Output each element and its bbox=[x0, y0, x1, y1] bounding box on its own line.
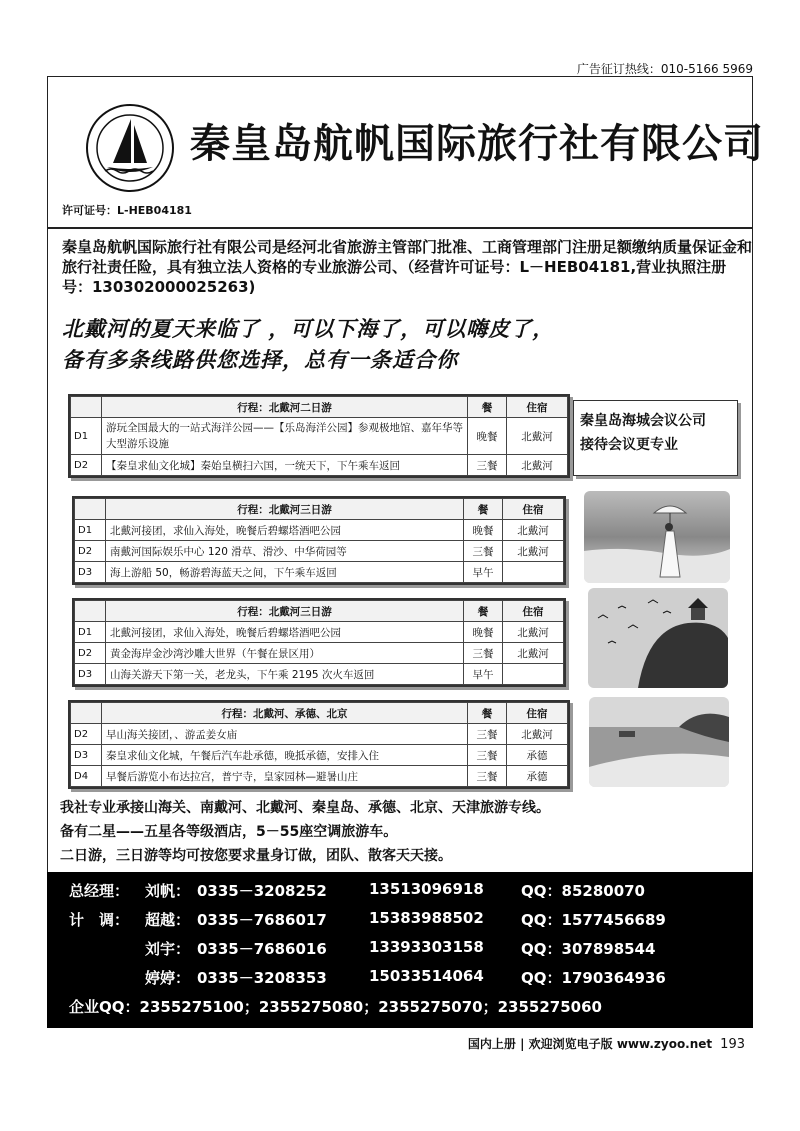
contact-row bbox=[47, 909, 753, 937]
meal-cell: 三餐 bbox=[464, 643, 503, 664]
day-cell: D3 bbox=[71, 745, 102, 766]
contact-phone: 0335－7686016 bbox=[197, 940, 327, 958]
desc-cell: 早山海关接团，、游孟姜女庙 bbox=[102, 724, 468, 745]
meal-cell: 三餐 bbox=[468, 724, 507, 745]
footer-text: 国内上册 | 欢迎浏览电子版 www.zyoo.net bbox=[467, 1037, 713, 1051]
desc-cell: 【秦皇求仙文化城】秦始皇横扫六国，一统天下，下午乘车返回 bbox=[102, 455, 468, 476]
company-intro: 秦皇岛航帆国际旅行社有限公司是经河北省旅游主管部门批准、工商管理部门注册足额缴纳质量保证金和旅行社责任险，具有独立法人资格的专业旅游公司、（经营许可证号：L－HEB04181,营业执照注册号：130302000025263) bbox=[62, 238, 753, 296]
contact-role: 计 调： bbox=[69, 911, 130, 929]
table-row bbox=[71, 724, 568, 745]
col-stay: 住宿 bbox=[503, 499, 564, 520]
stay-cell bbox=[503, 664, 564, 685]
desc-cell: 秦皇求仙文化城，午餐后汽车赴承德，晚抵承德，安排入住 bbox=[102, 745, 468, 766]
coastline-photo bbox=[589, 697, 729, 787]
meal-cell: 三餐 bbox=[468, 455, 507, 476]
stay-cell: 承德 bbox=[507, 745, 568, 766]
table-row bbox=[71, 455, 568, 476]
contact-mobile: 13393303158 bbox=[369, 938, 484, 956]
stay-cell: 北戴河 bbox=[503, 520, 564, 541]
contact-name: 超越： bbox=[145, 911, 191, 929]
meal-cell: 早午 bbox=[464, 562, 503, 583]
stay-cell: 北戴河 bbox=[503, 541, 564, 562]
meal-cell: 晚餐 bbox=[468, 418, 507, 455]
day-cell: D2 bbox=[75, 643, 106, 664]
day-cell: D1 bbox=[75, 622, 106, 643]
contact-mobile: 15383988502 bbox=[369, 909, 484, 927]
meal-cell: 晚餐 bbox=[464, 622, 503, 643]
table-header-row bbox=[75, 499, 564, 520]
seagulls-pavilion-photo bbox=[588, 588, 728, 688]
contact-role: 总经理： bbox=[69, 882, 130, 900]
desc-cell: 早餐后游览小布达拉宫，普宁寺，皇家园林—避暑山庄 bbox=[102, 766, 468, 787]
meal-cell: 三餐 bbox=[468, 766, 507, 787]
tour-table-1 bbox=[68, 394, 570, 478]
meeting-company-box bbox=[573, 400, 738, 476]
tour-title: 行程：北戴河、承德、北京 bbox=[102, 703, 468, 724]
contact-panel bbox=[47, 872, 753, 1028]
stay-cell: 北戴河 bbox=[507, 455, 568, 476]
contact-mobile: 15033514064 bbox=[369, 967, 484, 985]
slogan-line: 备有多条线路供您选择，总有一条适合你 bbox=[62, 347, 458, 372]
contact-row bbox=[47, 880, 753, 908]
contact-row bbox=[47, 967, 753, 995]
contact-qq: QQ：307898544 bbox=[521, 940, 656, 958]
contact-phone: 0335－3208252 bbox=[197, 882, 327, 900]
ad-hotline: 广告征订热线：010-5166 5969 bbox=[576, 62, 753, 76]
contact-name: 婷婷： bbox=[145, 969, 191, 987]
page-footer bbox=[468, 1035, 745, 1052]
meal-cell: 早午 bbox=[464, 664, 503, 685]
tour-table-3 bbox=[72, 598, 566, 687]
contact-qq: QQ：1790364936 bbox=[521, 969, 666, 987]
table-row bbox=[71, 766, 568, 787]
contact-phone: 0335－3208353 bbox=[197, 969, 327, 987]
stay-cell: 北戴河 bbox=[507, 724, 568, 745]
table-row bbox=[71, 418, 568, 455]
col-meal: 餐 bbox=[464, 499, 503, 520]
stay-cell: 承德 bbox=[507, 766, 568, 787]
table-row bbox=[75, 622, 564, 643]
col-stay: 住宿 bbox=[507, 703, 568, 724]
services-text bbox=[60, 796, 550, 868]
col-meal: 餐 bbox=[464, 601, 503, 622]
meal-cell: 三餐 bbox=[468, 745, 507, 766]
tour-table-2 bbox=[72, 496, 566, 585]
contact-qq: QQ：1577456689 bbox=[521, 911, 666, 929]
meal-cell: 晚餐 bbox=[464, 520, 503, 541]
meal-cell: 三餐 bbox=[464, 541, 503, 562]
table-row bbox=[75, 643, 564, 664]
table-row bbox=[75, 664, 564, 685]
desc-cell: 海上游船 50，畅游碧海蓝天之间，下午乘车返回 bbox=[106, 562, 464, 583]
day-cell: D2 bbox=[71, 455, 102, 476]
tour-table-4 bbox=[68, 700, 570, 789]
day-cell: D2 bbox=[71, 724, 102, 745]
desc-cell: 游玩全国最大的一站式海洋公园——【乐岛海洋公园】参观极地馆、嘉年华等大型游乐设施 bbox=[102, 418, 468, 455]
table-header-row bbox=[71, 703, 568, 724]
desc-cell: 北戴河接团，求仙入海处，晚餐后碧螺塔酒吧公园 bbox=[106, 622, 464, 643]
company-name: 秦皇岛航帆国际旅行社有限公司 bbox=[190, 120, 764, 167]
table-row bbox=[75, 520, 564, 541]
col-stay: 住宿 bbox=[503, 601, 564, 622]
day-cell: D3 bbox=[75, 562, 106, 583]
header-divider bbox=[47, 227, 753, 229]
desc-cell: 北戴河接团，求仙入海处，晚餐后碧螺塔酒吧公园 bbox=[106, 520, 464, 541]
enterprise-qq-row bbox=[47, 996, 753, 1024]
col-meal: 餐 bbox=[468, 703, 507, 724]
table-row bbox=[71, 745, 568, 766]
tour-title: 行程：北戴河二日游 bbox=[102, 397, 468, 418]
contact-mobile: 13513096918 bbox=[369, 880, 484, 898]
desc-cell: 山海关游天下第一关，老龙头，下午乘 2195 次火车返回 bbox=[106, 664, 464, 685]
sailboat-logo-icon bbox=[85, 103, 175, 193]
col-stay: 住宿 bbox=[507, 397, 568, 418]
stay-cell: 北戴河 bbox=[503, 643, 564, 664]
contact-row bbox=[47, 938, 753, 966]
slogan-line: 北戴河的夏天来临了 ，可以下海了，可以嗨皮了， bbox=[62, 316, 555, 341]
day-cell: D3 bbox=[75, 664, 106, 685]
contact-phone: 0335－7686017 bbox=[197, 911, 327, 929]
meeting-line: 秦皇岛海城会议公司 bbox=[580, 413, 706, 429]
stay-cell: 北戴河 bbox=[507, 418, 568, 455]
table-row bbox=[75, 541, 564, 562]
permit-number: 许可证号：L-HEB04181 bbox=[62, 204, 192, 217]
col-meal: 餐 bbox=[468, 397, 507, 418]
page-number: 193 bbox=[720, 1037, 745, 1052]
day-cell: D2 bbox=[75, 541, 106, 562]
service-line: 二日游，三日游等均可按您要求量身订做，团队、散客天天接。 bbox=[60, 848, 452, 864]
stay-cell: 北戴河 bbox=[503, 622, 564, 643]
slogan bbox=[62, 313, 752, 375]
tour-title: 行程：北戴河三日游 bbox=[106, 601, 464, 622]
day-cell: D1 bbox=[75, 520, 106, 541]
table-header-row bbox=[75, 601, 564, 622]
contact-name: 刘帆： bbox=[145, 882, 191, 900]
table-header-row bbox=[71, 397, 568, 418]
contact-qq: QQ：85280070 bbox=[521, 882, 645, 900]
day-cell: D1 bbox=[71, 418, 102, 455]
beach-umbrella-photo bbox=[584, 491, 730, 583]
table-row bbox=[75, 562, 564, 583]
stay-cell bbox=[503, 562, 564, 583]
desc-cell: 黄金海岸金沙湾沙雕大世界（午餐在景区用） bbox=[106, 643, 464, 664]
day-cell: D4 bbox=[71, 766, 102, 787]
meeting-line: 接待会议更专业 bbox=[580, 437, 678, 453]
tour-title: 行程：北戴河三日游 bbox=[106, 499, 464, 520]
desc-cell: 南戴河国际娱乐中心 120 滑草、滑沙、中华荷园等 bbox=[106, 541, 464, 562]
enterprise-qq: 企业QQ：2355275100；2355275080；2355275070；2355275060 bbox=[69, 998, 602, 1016]
contact-name: 刘宇： bbox=[145, 940, 191, 958]
service-line: 我社专业承接山海关、南戴河、北戴河、秦皇岛、承德、北京、天津旅游专线。 bbox=[60, 800, 550, 816]
service-line: 备有二星——五星各等级酒店，5－55座空调旅游车。 bbox=[60, 824, 398, 840]
